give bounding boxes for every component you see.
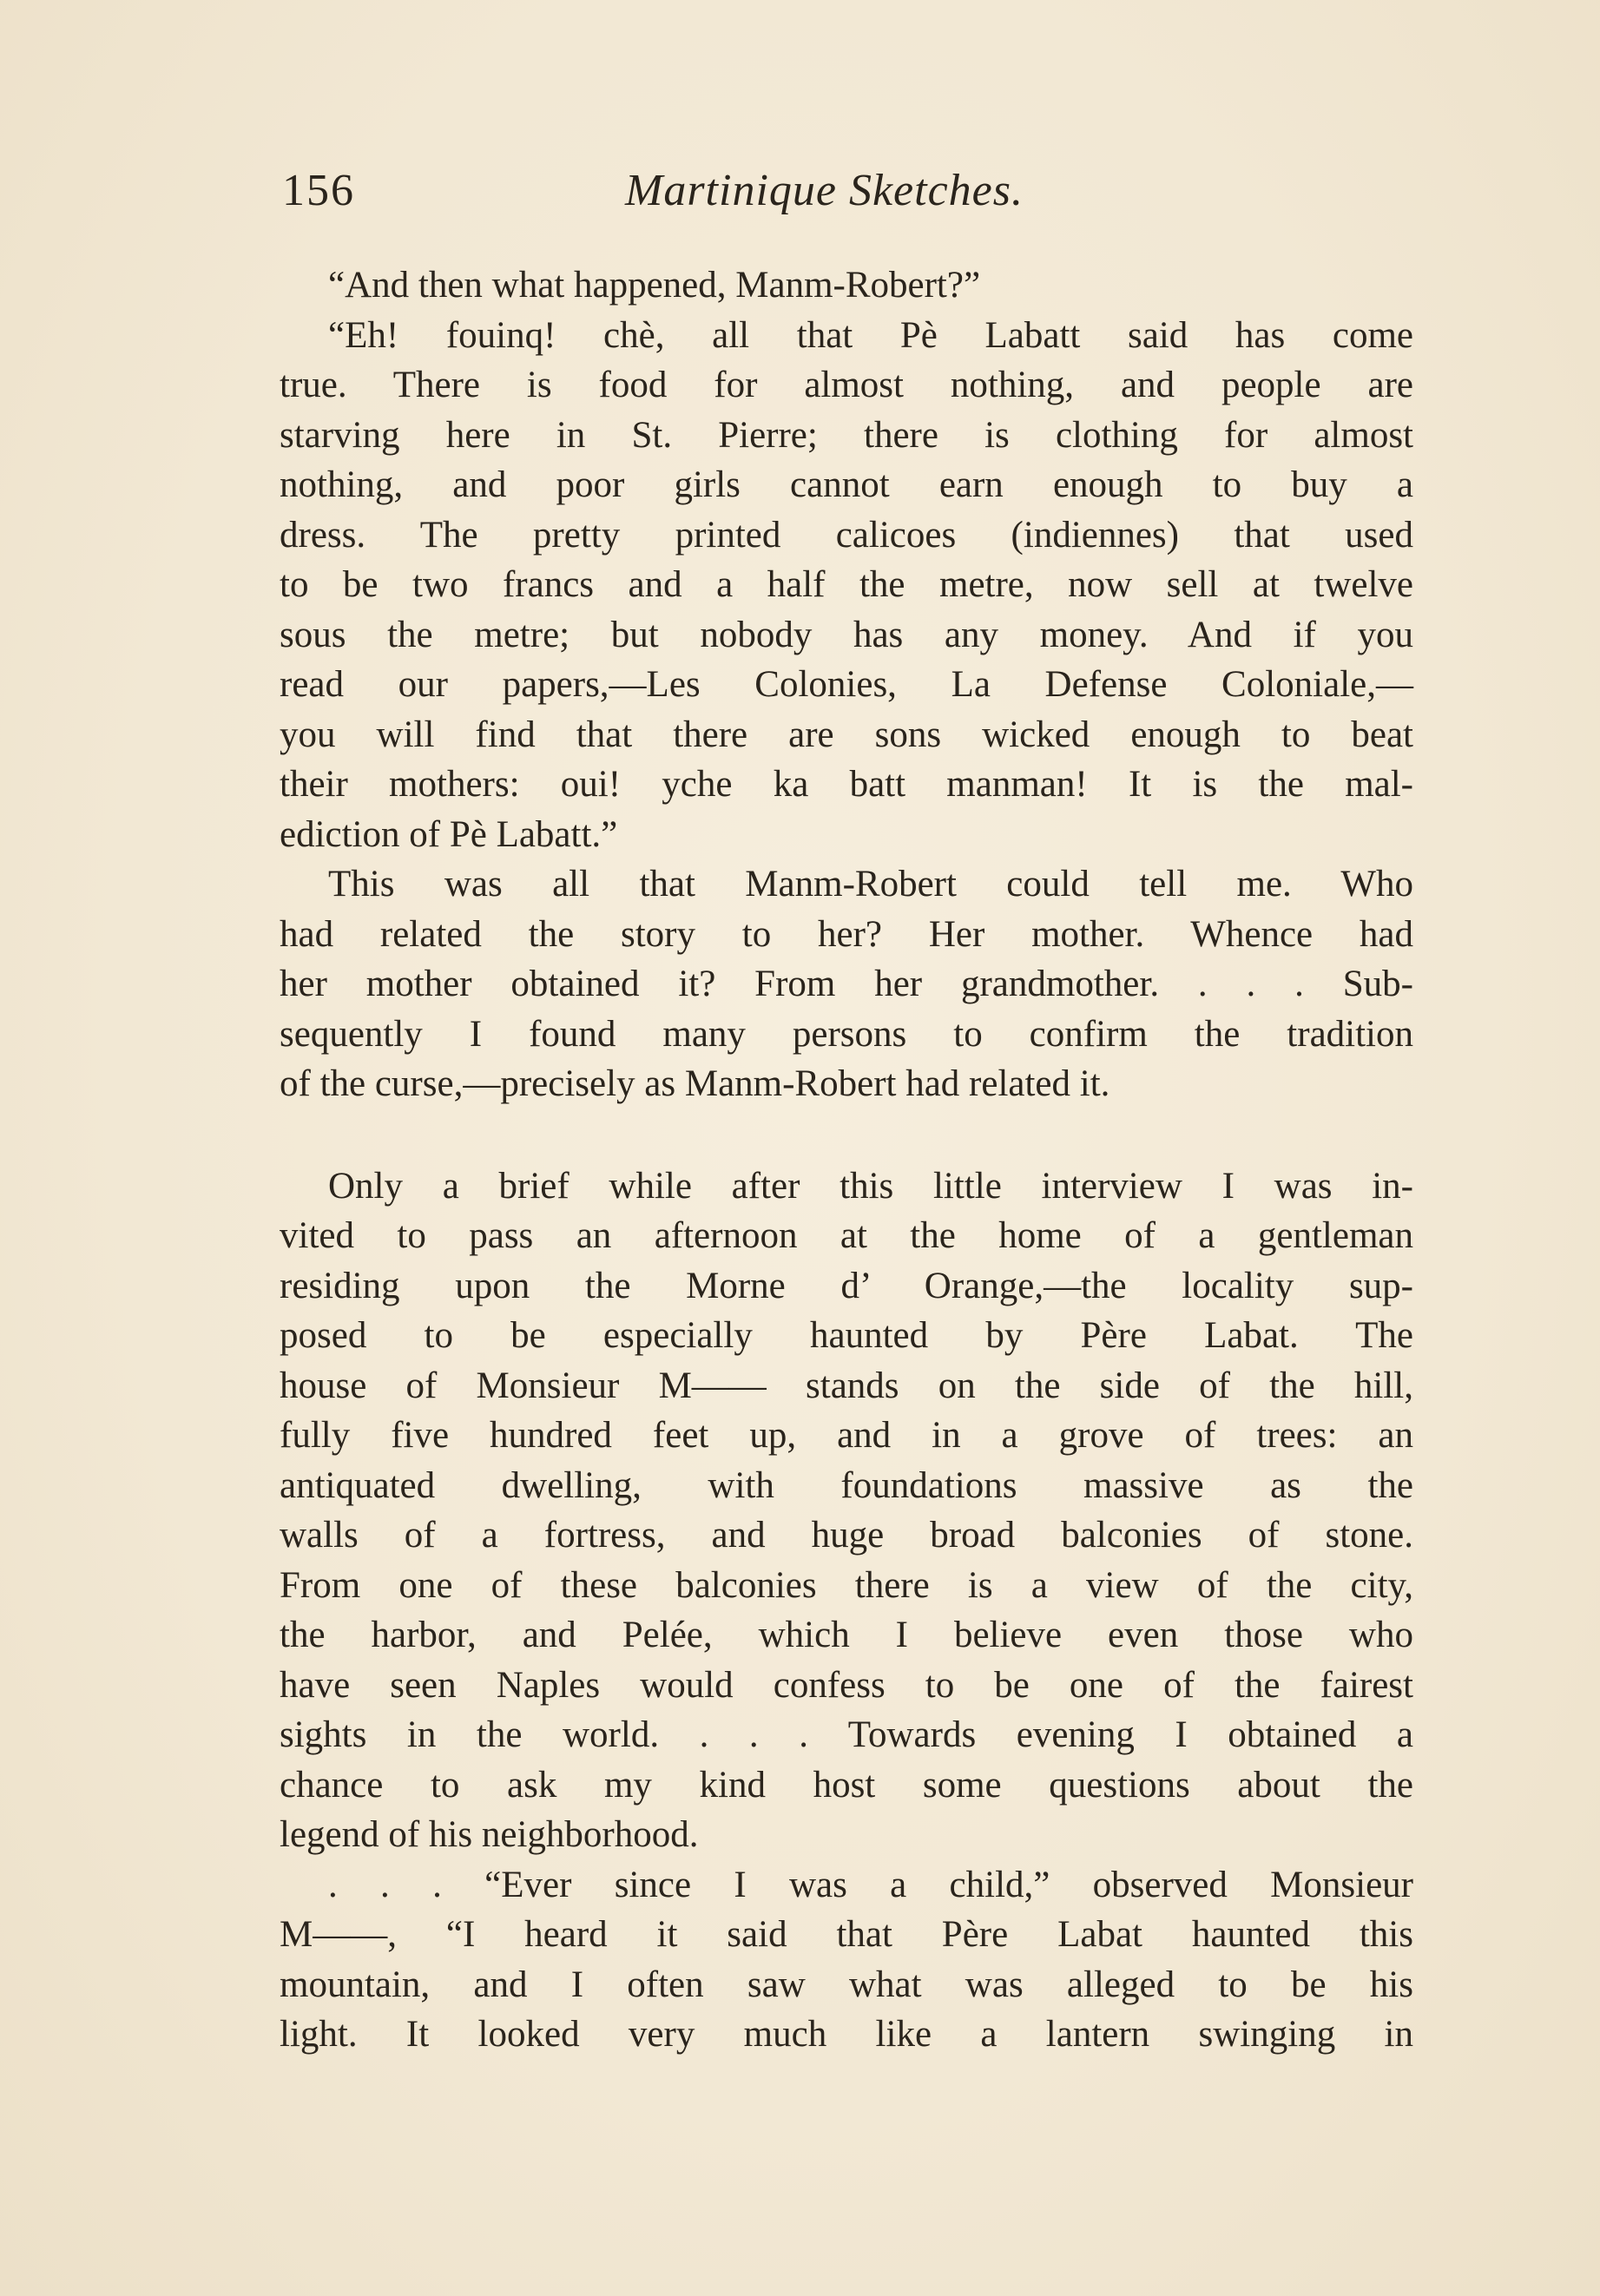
text-line: you will find that there are sons wicked enough to beat: [280, 714, 1413, 755]
paragraph: [280, 1860, 1413, 2060]
text-line: chance to ask my kind host some questions about the: [280, 1764, 1413, 1806]
text-line: starving here in St. Pierre; there is clothing for almost: [280, 414, 1413, 456]
page-number: 156: [282, 166, 355, 215]
text-line: legend of his neighborhood.: [280, 1814, 699, 1855]
text-line: ediction of Pè Labatt.”: [280, 813, 618, 855]
text-line: “And then what happened, Manm-Robert?”: [328, 265, 981, 306]
text-line: sequently I found many persons to confirm the tradition: [280, 1013, 1413, 1055]
text-line: have seen Naples would confess to be one of the fairest: [280, 1664, 1413, 1706]
text-line: vited to pass an afternoon at the home of a gentleman: [280, 1215, 1413, 1256]
text-line: residing upon the Morne d’ Orange,—the locality sup-: [280, 1265, 1413, 1306]
text-line: true. There is food for almost nothing, and people are: [280, 365, 1413, 405]
text-line: This was all that Manm-Robert could tell me. Who: [328, 864, 1413, 905]
text-line: nothing, and poor girls cannot earn enough to buy a: [280, 464, 1413, 505]
text-line: “Eh! fouinq! chè, all that Pè Labatt said has come: [328, 314, 1413, 356]
text-line: sights in the world. . . . Towards evening I obtained a: [280, 1714, 1413, 1755]
text-line: M——, “I heard it said that Père Labat haunted this: [280, 1914, 1413, 1955]
paragraph: [280, 859, 1413, 1109]
text-line: the harbor, and Pelée, which I believe even those who: [280, 1615, 1413, 1655]
text-line: sous the metre; but nobody has any money. And if you: [280, 614, 1413, 655]
text-line: posed to be especially haunted by Père Labat. The: [280, 1315, 1413, 1356]
paragraph: [280, 1161, 1413, 1860]
text-line: Only a brief while after this little interview I was in-: [328, 1165, 1413, 1207]
text-line: to be two francs and a half the metre, now sell at twelve: [280, 564, 1413, 605]
text-line: From one of these balconies there is a view of the city,: [280, 1564, 1413, 1606]
text-line: their mothers: oui! yche ka batt manman! It is the mal-: [280, 764, 1413, 805]
text-line: dress. The pretty printed calicoes (indiennes) that used: [280, 514, 1413, 556]
text-line: antiquated dwelling, with foundations massive as the: [280, 1464, 1413, 1506]
text-line: read our papers,—Les Colonies, La Defense Coloniale,—: [280, 664, 1413, 705]
text-line: light. It looked very much like a lantern swinging in: [280, 2014, 1413, 2055]
text-line: her mother obtained it? From her grandmother. . . . Sub-: [280, 964, 1413, 1004]
running-title: Martinique Sketches.: [625, 166, 1024, 215]
paragraph: [280, 311, 1413, 860]
text-line: mountain, and I often saw what was alleged to be his: [280, 1964, 1413, 2005]
text-line: fully five hundred feet up, and in a grove of trees: an: [280, 1415, 1413, 1456]
text-line: walls of a fortress, and huge broad balconies of stone.: [280, 1515, 1413, 1556]
section-break: [280, 1109, 1413, 1161]
paragraph: [280, 260, 1413, 311]
text-line: of the curse,—precisely as Manm-Robert had related it.: [280, 1063, 1110, 1104]
text-line: had related the story to her? Her mother. Whence had: [280, 913, 1413, 955]
text-line: house of Monsieur M—— stands on the side of the hill,: [280, 1365, 1413, 1406]
body-text: [280, 260, 1413, 2060]
text-line: . . . “Ever since I was a child,” observed Monsieur: [328, 1864, 1413, 1905]
running-head: [282, 165, 1411, 226]
